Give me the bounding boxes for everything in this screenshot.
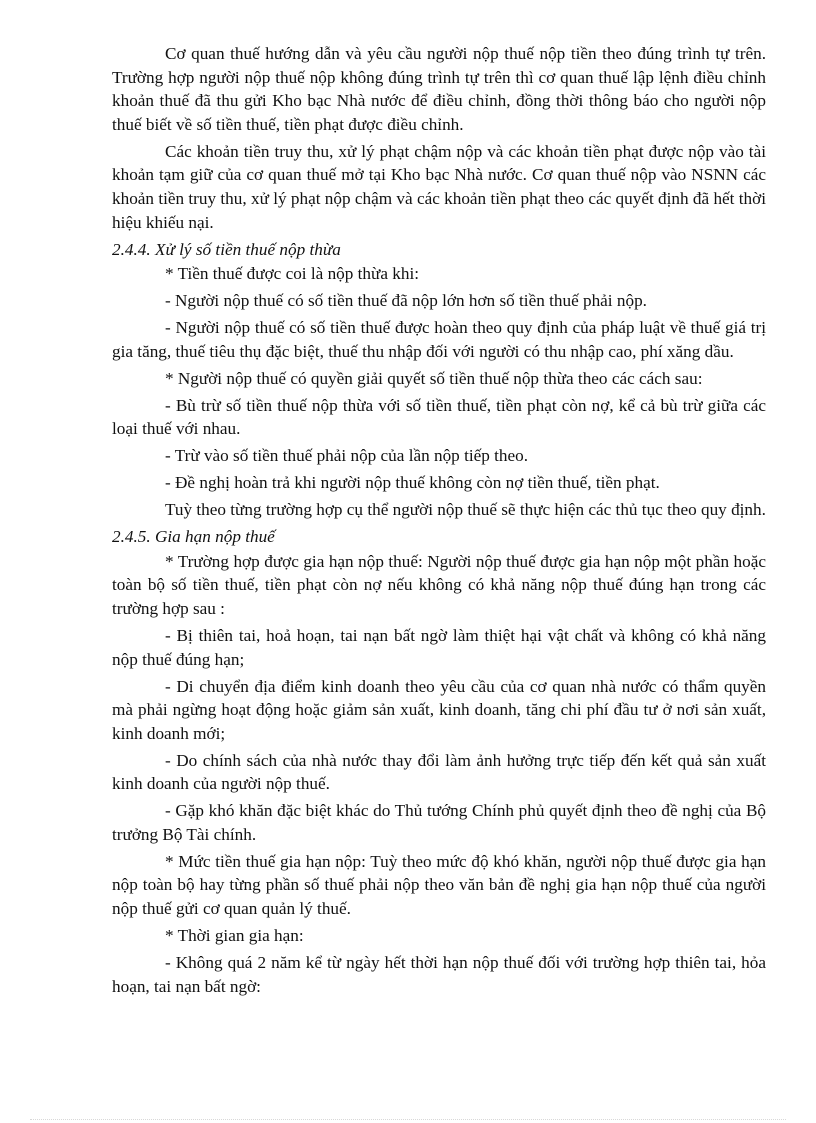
section-heading: 2.4.5. Gia hạn nộp thuế (112, 527, 275, 547)
list-item: - Bù trừ số tiền thuế nộp thừa với số tiền thuế, tiền phạt còn nợ, kể cả bù trừ giữa các loại thuế với nhau. (112, 395, 766, 439)
paragraph: * Thời gian gia hạn: (165, 926, 304, 946)
list-item: - Di chuyển địa điểm kinh doanh theo yêu cầu của cơ quan nhà nước có thẩm quyền mà phải ngừng hoạt động hoặc giảm sản xuất, kinh doanh, tăng chi phí đầu tư ở nơi sản xuất, kinh doanh mới; (112, 676, 766, 743)
list-item: - Gặp khó khăn đặc biệt khác do Thủ tướng Chính phủ quyết định theo đề nghị của Bộ trưởng Bộ Tài chính. (112, 801, 766, 844)
list-item: - Trừ vào số tiền thuế phải nộp của lần nộp tiếp theo. (165, 446, 529, 466)
list-item: - Đề nghị hoàn trả khi người nộp thuế không còn nợ tiền thuế, tiền phạt. (165, 473, 660, 493)
list-item: - Bị thiên tai, hoả hoạn, tai nạn bất ngờ làm thiệt hại vật chất và không có khả năng nộp thuế đúng hạn; (112, 625, 766, 669)
paragraph: * Tiền thuế được coi là nộp thừa khi: (165, 264, 420, 284)
paragraph: Tuỳ theo từng trường hợp cụ thể người nộp thuế sẽ thực hiện các thủ tục theo quy định. (165, 500, 766, 520)
list-item: - Không quá 2 năm kể từ ngày hết thời hạn nộp thuế đối với trường hợp thiên tai, hỏa hoạn, tai nạn bất ngờ: (112, 953, 766, 996)
paragraph: Cơ quan thuế hướng dẫn và yêu cầu người nộp thuế nộp tiền theo đúng trình tự trên. Trường hợp người nộp thuế nộp không đúng trình tự trên thì cơ quan thuế lập lệnh điều chỉnh khoản thuế đã thu gửi Kho bạc Nhà nước để điều chỉnh, đồng thời thông báo cho người nộp thuế biết về số tiền thuế, tiền phạt được điều chỉnh. (112, 44, 766, 134)
document-body (112, 42, 766, 1002)
list-item: - Người nộp thuế có số tiền thuế được hoàn theo quy định của pháp luật về thuế giá trị gia tăng, thuế tiêu thụ đặc biệt, thuế thu nhập đối với người có thu nhập cao, phí xăng dầu. (112, 318, 766, 361)
list-item: - Do chính sách của nhà nước thay đổi làm ảnh hưởng trực tiếp đến kết quả sản xuất kinh doanh của người nộp thuế. (112, 750, 766, 794)
paragraph: * Người nộp thuế có quyền giải quyết số tiền thuế nộp thừa theo các cách sau: (165, 368, 703, 388)
list-item: - Người nộp thuế có số tiền thuế đã nộp lớn hơn số tiền thuế phải nộp. (165, 291, 647, 311)
section-heading: 2.4.4. Xử lý số tiền thuế nộp thừa (112, 239, 341, 259)
paragraph: * Mức tiền thuế gia hạn nộp: Tuỳ theo mức độ khó khăn, người nộp thuế được gia hạn nộp toàn bộ hay từng phần số thuế phải nộp theo văn bản đề nghị gia hạn nộp thuế của người nộp thuế gửi cơ quan quản lý thuế. (112, 851, 766, 919)
paragraph: * Trường hợp được gia hạn nộp thuế: Người nộp thuế được gia hạn nộp một phần hoặc toàn bộ số tiền thuế, tiền phạt còn nợ nếu không có khả năng nộp thuế đúng hạn trong các trường hợp sau : (112, 551, 766, 618)
page-bottom-divider (30, 1119, 786, 1120)
paragraph: Các khoản tiền truy thu, xử lý phạt chậm nộp và các khoản tiền phạt được nộp vào tài khoản tạm giữ của cơ quan thuế mở tại Kho bạc Nhà nước. Cơ quan thuế nộp vào NSNN các khoản tiền truy thu, xử lý phạt nộp chậm và các khoản tiền phạt theo các quyết định đã hết thời hiệu khiếu nại. (112, 141, 766, 232)
